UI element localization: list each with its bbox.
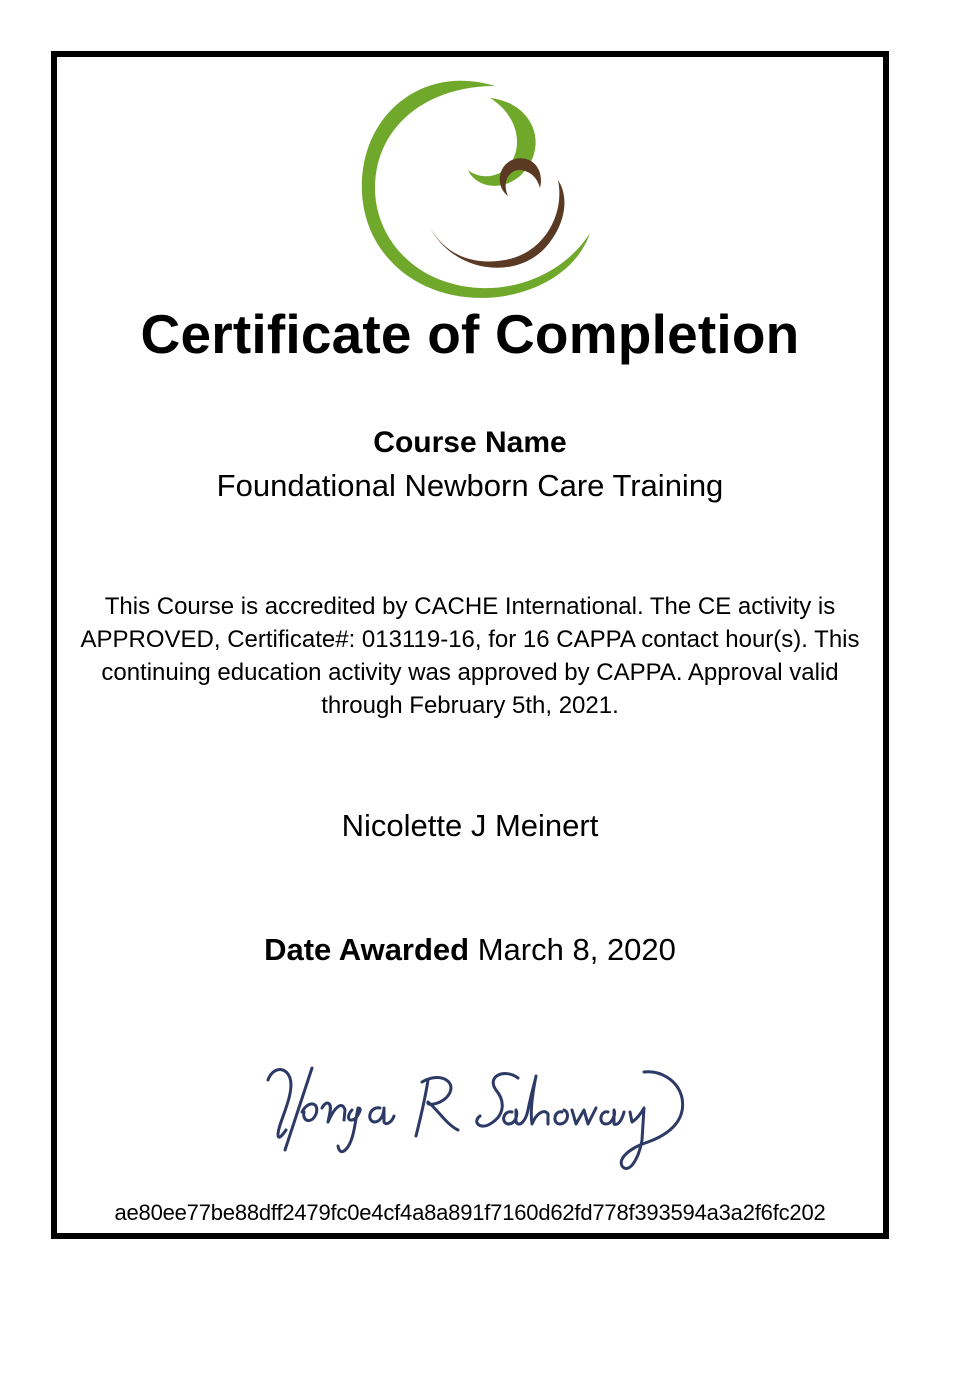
handwritten-signature	[250, 1050, 700, 1190]
course-name-value: Foundational Newborn Care Training	[216, 468, 724, 503]
accreditation-statement: This Course is accredited by CACHE International. The CE activity is APPROVED, Certificate#: 013119-16, for 16 CAPPA contact hour(s). This continuing education activity was approved by CAPPA. Approval valid through February 5th, 2021.	[80, 593, 860, 719]
date-awarded-line	[0, 932, 940, 968]
verification-hash: ae80ee77be88dff2479fc0e4cf4a8a891f7160d62fd778f393594a3a2f6fc202	[114, 1200, 826, 1225]
recipient-name: Nicolette J Meinert	[341, 808, 599, 843]
date-awarded-value: March 8, 2020	[477, 932, 676, 967]
swirl-logo-icon	[340, 68, 610, 308]
certificate-title: Certificate of Completion	[140, 303, 800, 365]
course-name-label: Course Name	[373, 426, 567, 459]
date-awarded-label: Date Awarded	[264, 932, 470, 967]
